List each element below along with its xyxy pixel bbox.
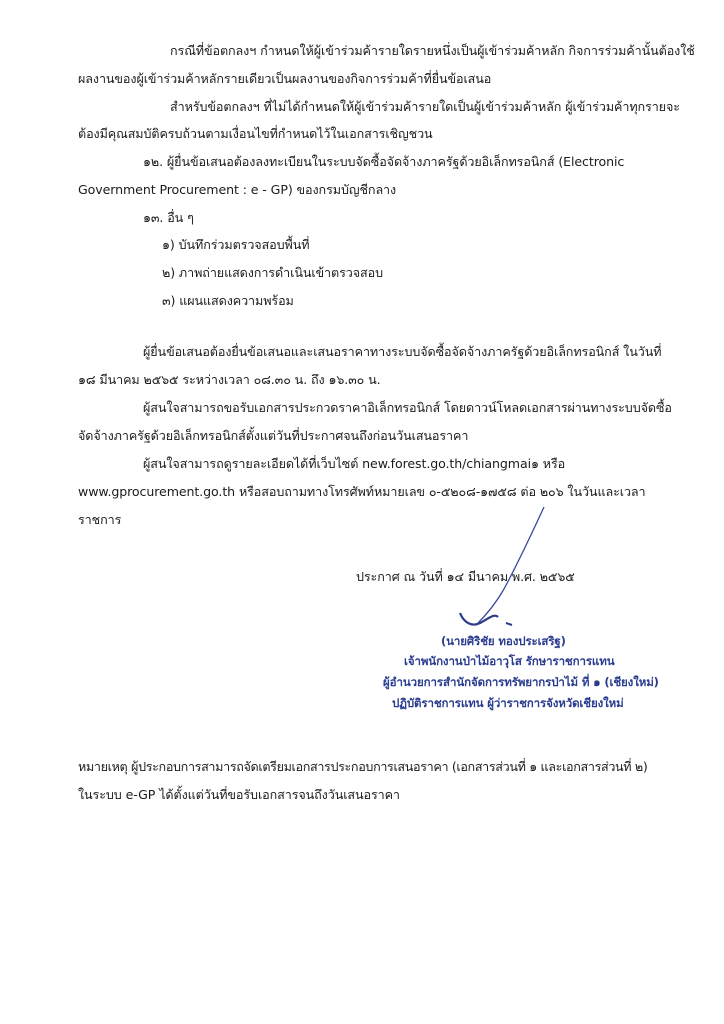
submit-line2: ๑๘ มีนาคม ๒๕๖๕ ระหว่างเวลา ๐๘.๓๐ น. ถึง ๑๖.๓๐ น. — [78, 372, 381, 387]
item12-line2: Government Procurement : e - GP) ของกรมบัญชีกลาง — [78, 182, 397, 197]
para1-line2: ผลงานของผู้เข้าร่วมค้าหลักรายเดียวเป็นผลงานของกิจการร่วมค้าที่ยื่นข้อเสนอ — [78, 71, 492, 86]
subitem-1: ๑) บันทึกร่วมตรวจสอบพื้นที่ — [162, 237, 310, 252]
subitem-2: ๒) ภาพถ่ายแสดงการดำเนินเข้าตรวจสอบ — [162, 265, 383, 280]
contact-line1: ผู้สนใจสามารถดูรายละเอียดได้ที่เว็บไซต์ new.forest.go.th/chiangmai๑ หรือ — [143, 456, 566, 471]
download-line1: ผู้สนใจสามารถขอรับเอกสารประกวดราคาอิเล็กทรอนิกส์ โดยดาวน์โหลดเอกสารผ่านทางระบบจัดซื้อ — [143, 400, 672, 415]
note-line2: ในระบบ e-GP ได้ตั้งแต่วันที่ขอรับเอกสารจนถึงวันเสนอราคา — [78, 787, 400, 802]
para1-line1: กรณีที่ข้อตกลงฯ กำหนดให้ผู้เข้าร่วมค้ารายใดรายหนึ่งเป็นผู้เข้าร่วมค้าหลัก กิจการร่วมค้านั้นต้องใช้ — [170, 43, 695, 58]
contact-line2: www.gprocurement.go.th หรือสอบถามทางโทรศัพท์หมายเลข ๐-๕๒๐๘-๑๗๕๘ ต่อ ๒๐๖ ในวันและเวลา — [78, 484, 646, 499]
submit-line1: ผู้ยื่นข้อเสนอต้องยื่นข้อเสนอและเสนอราคาทางระบบจัดซื้อจัดจ้างภาครัฐด้วยอิเล็กทรอนิกส์ ในวันที่ — [143, 344, 662, 359]
item13-heading: ๑๓. อื่น ๆ — [143, 210, 194, 225]
para2-line1: สำหรับข้อตกลงฯ ที่ไม่ได้กำหนดให้ผู้เข้าร่วมค้ารายใดเป็นผู้เข้าร่วมค้าหลัก ผู้เข้าร่วมค้าทุกรายจะ — [170, 99, 680, 114]
announce-date: ประกาศ ณ วันที่ ๑๔ มีนาคม พ.ศ. ๒๕๖๕ — [356, 569, 575, 584]
signature-graphic — [440, 505, 580, 645]
item12-line1: ๑๒. ผู้ยื่นข้อเสนอต้องลงทะเบียนในระบบจัดซื้อจัดจ้างภาครัฐด้วยอิเล็กทรอนิกส์ (Electronic — [143, 154, 625, 169]
contact-line3: ราชการ — [78, 512, 122, 527]
note-line1: หมายเหตุ ผู้ประกอบการสามารถจัดเตรียมเอกสารประกอบการเสนอราคา (เอกสารส่วนที่ ๑ และเอกสารส่วนที่ ๒) — [78, 759, 648, 774]
subitem-3: ๓) แผนแสดงความพร้อม — [162, 293, 294, 308]
para2-line2: ต้องมีคุณสมบัติครบถ้วนตามเงื่อนไขที่กำหนดไว้ในเอกสารเชิญชวน — [78, 126, 433, 141]
signer-title-line2: ผู้อำนวยการสำนักจัดการทรัพยากรป่าไม้ ที่ ๑ (เชียงใหม่) — [383, 675, 659, 689]
signer-title-line3: ปฏิบัติราชการแทน ผู้ว่าราชการจังหวัดเชียงใหม่ — [392, 696, 624, 710]
download-line2: จัดจ้างภาครัฐด้วยอิเล็กทรอนิกส์ตั้งแต่วันที่ประกาศจนถึงก่อนวันเสนอราคา — [78, 428, 469, 443]
signer-name: (นายศิริชัย ทองประเสริฐ) — [441, 634, 566, 648]
signer-title-line1: เจ้าพนักงานป่าไม้อาวุโส รักษาราชการแทน — [404, 654, 615, 668]
